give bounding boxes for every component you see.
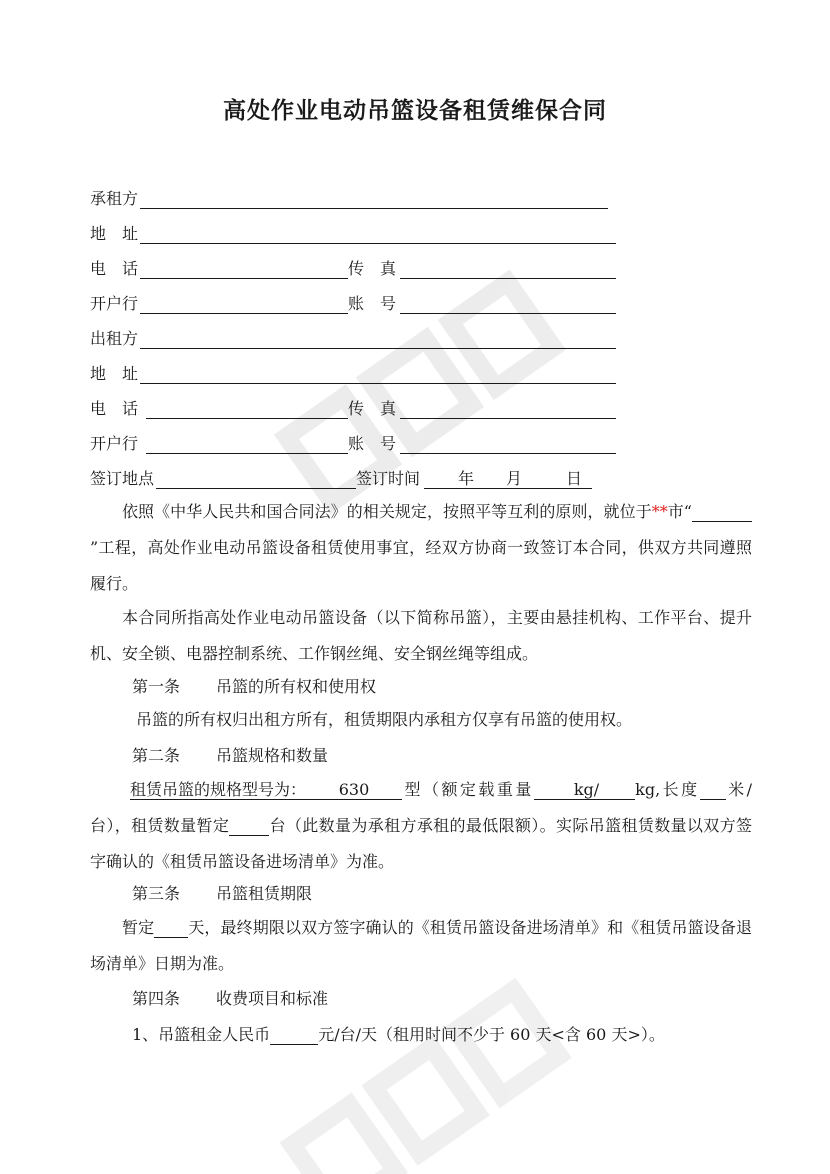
article-1-body [90, 702, 752, 738]
lessee-name-field[interactable] [90, 188, 610, 210]
intro-p1-text-a: 依照《中华人民共和国合同法》的相关规定，按照平等互利的原则，就位于 [122, 502, 652, 521]
article-3-body [90, 910, 752, 982]
lessee-fax-label: 传 真 [348, 259, 397, 278]
article-4-item-1-text-b: 元/台/天（租用时间不少于 60 天<含 60 天>）。 [318, 1025, 665, 1044]
lessee-phone-line [140, 278, 348, 279]
lessor-phone-line [146, 418, 348, 419]
article-1-heading [132, 676, 377, 698]
project-name-blank[interactable] [692, 503, 752, 522]
rated-load-blank[interactable] [534, 781, 574, 800]
rated-load-unit-1: kg/ [573, 780, 600, 799]
intro-paragraph-2 [90, 600, 752, 672]
lessee-bank-label: 开户行 [90, 294, 139, 313]
lessee-account-line [400, 313, 616, 314]
lessor-address-line [140, 383, 616, 384]
sign-place-field[interactable] [90, 468, 358, 490]
sign-place-line [156, 488, 356, 489]
article-4-number: 第四条 [132, 989, 181, 1008]
lessor-bank-label: 开户行 [90, 434, 139, 453]
spec-text-1: 型（额定载重量 [402, 780, 534, 799]
article-4-item-1 [90, 1017, 752, 1053]
spec-label-underlined: 租赁吊篮的规格型号为： [130, 780, 307, 799]
lessor-fax-label: 传 真 [348, 399, 397, 418]
sign-month-label: 月 [506, 469, 523, 488]
article-3-heading [132, 883, 313, 905]
article-3-title: 吊篮租赁期限 [216, 884, 313, 903]
rated-load-unit-2: kg,长度 [635, 780, 700, 799]
lessee-fax-line [400, 278, 616, 279]
contract-title: 高处作业电动吊篮设备租赁维保合同 [223, 98, 607, 124]
lessor-account-label: 账 号 [348, 434, 397, 453]
lessee-address-label: 地 址 [90, 224, 139, 243]
lessor-account-field[interactable] [348, 433, 620, 455]
spec-text-3: 台（此数量为承租方承租的最低限额）。实际吊篮租赁数量以双方签字确认的《租赁吊篮设备进场清单》为准。 [90, 816, 752, 871]
lessor-bank-field[interactable] [90, 433, 350, 455]
sign-place-label: 签订地点 [90, 469, 155, 488]
article-2-body [90, 772, 752, 880]
length-blank[interactable] [700, 781, 726, 800]
lessor-account-line [400, 453, 616, 454]
rental-price-blank[interactable] [270, 1026, 318, 1045]
lessee-address-field[interactable] [90, 223, 620, 245]
article-3-text-a: 暂定 [122, 918, 155, 937]
intro-paragraph-1 [90, 494, 752, 602]
intro-p2-text: 本合同所指高处作业电动吊篮设备（以下简称吊篮），主要由悬挂机构、工作平台、提升机、安全锁、电器控制系统、工作钢丝绳、安全钢丝绳等组成。 [90, 608, 752, 663]
lessor-name-field[interactable] [90, 328, 620, 350]
rated-load-blank-2[interactable] [599, 781, 635, 800]
lessor-phone-field[interactable] [90, 398, 350, 420]
article-2-title: 吊篮规格和数量 [216, 746, 329, 765]
lessee-fax-field[interactable] [348, 258, 620, 280]
lessee-phone-label: 电 话 [90, 259, 139, 278]
sign-time-field[interactable] [356, 468, 596, 490]
sign-day-label: 日 [566, 469, 583, 488]
sign-year-label: 年 [458, 469, 475, 488]
lessor-label: 出租方 [90, 329, 139, 348]
lessee-bank-line [140, 313, 348, 314]
lessor-phone-label: 电 话 [90, 399, 139, 418]
article-2-number: 第二条 [132, 746, 181, 765]
lessor-address-field[interactable] [90, 363, 620, 385]
article-1-text: 吊篮的所有权归出租方所有，租赁期限内承租方仅享有吊篮的使用权。 [136, 710, 633, 729]
article-1-title: 吊篮的所有权和使用权 [216, 677, 377, 696]
lessee-address-line [140, 243, 616, 244]
lessee-account-label: 账 号 [348, 294, 397, 313]
lessor-fax-field[interactable] [348, 398, 620, 420]
intro-p1-city-mask: ** [651, 502, 668, 521]
lessee-name-line [140, 208, 608, 209]
intro-p1-text-b: 市“ [667, 502, 692, 521]
intro-p1-text-c: ”工程，高处作业电动吊篮设备租赁使用事宜，经双方协商一致签订本合同，供双方共同遵照履行。 [90, 538, 752, 593]
sign-time-label: 签订时间 [356, 469, 421, 488]
lessor-bank-line [146, 453, 348, 454]
article-4-item-1-text-a: 1、吊篮租金人民币 [132, 1025, 271, 1044]
article-3-number: 第三条 [132, 884, 181, 903]
lessor-address-label: 地 址 [90, 364, 139, 383]
spec-text-2: 米/台），租赁数量暂定 [90, 780, 752, 835]
article-4-heading [132, 988, 329, 1010]
lessee-phone-field[interactable] [90, 258, 350, 280]
lessor-name-line [140, 348, 616, 349]
article-4-title: 收费项目和标准 [216, 989, 329, 1008]
lessee-label: 承租方 [90, 189, 139, 208]
article-1-number: 第一条 [132, 677, 181, 696]
lessor-fax-line [400, 418, 616, 419]
article-2-heading [132, 745, 329, 767]
model-number-blank[interactable]: 630 [306, 781, 402, 800]
quantity-blank[interactable] [229, 817, 269, 836]
rental-days-blank[interactable] [154, 919, 188, 938]
lessee-account-field[interactable] [348, 293, 620, 315]
lessee-bank-field[interactable] [90, 293, 350, 315]
article-3-text-b: 天，最终期限以双方签字确认的《租赁吊篮设备进场清单》和《租赁吊篮设备退场清单》日期为准。 [90, 918, 752, 973]
